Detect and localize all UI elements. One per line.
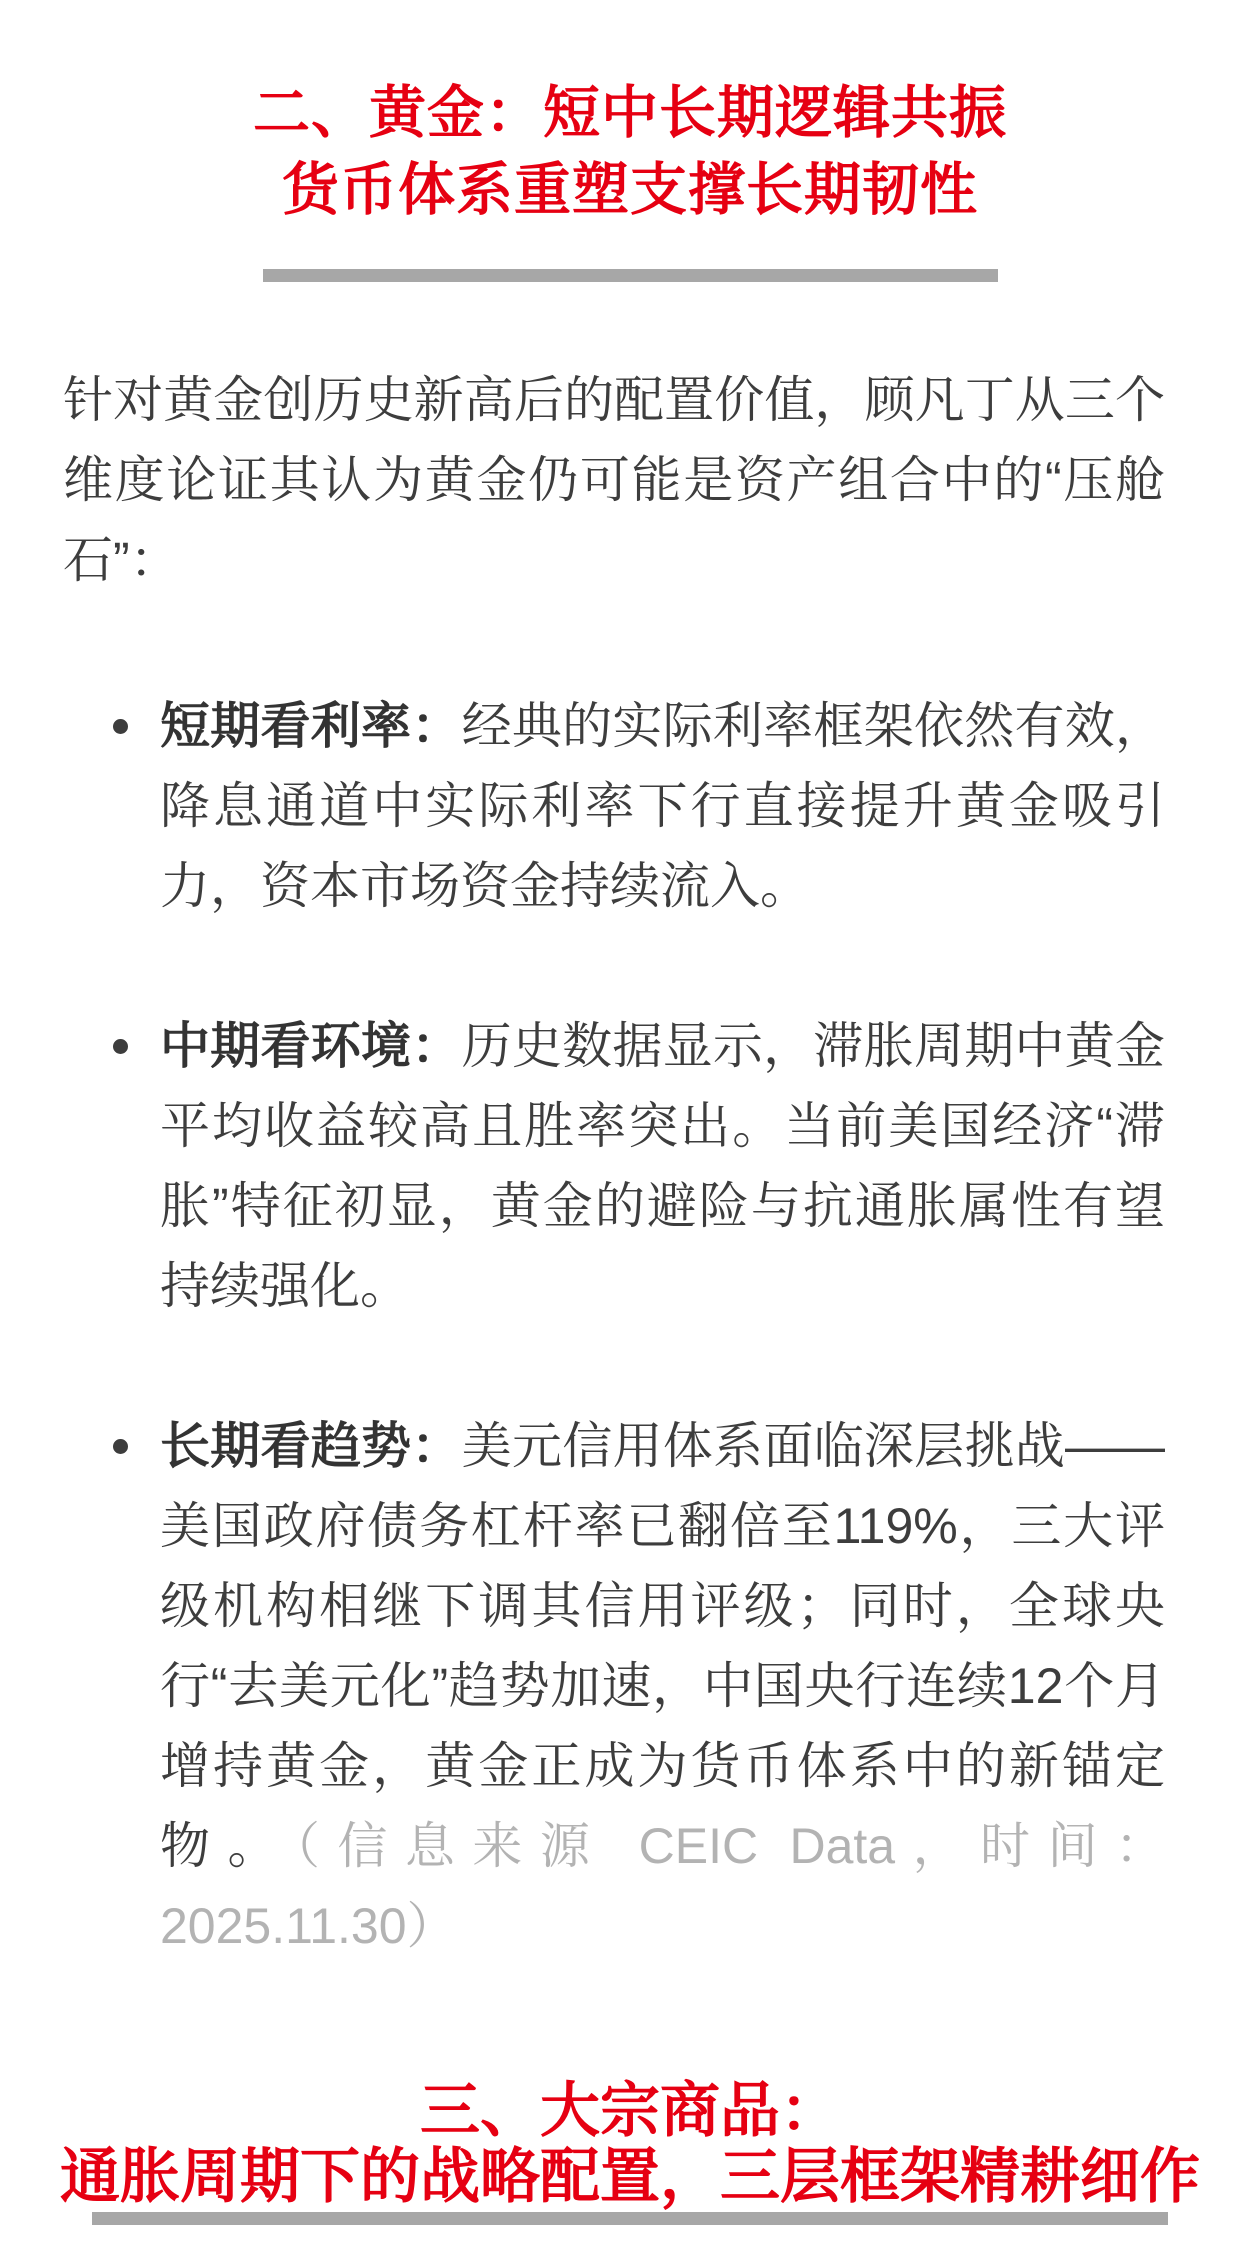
gold-bullet-list [0, 686, 1260, 1966]
bullet-item-long-term [63, 1406, 1165, 1966]
section3-heading-divider [92, 2212, 1168, 2225]
bullet-dot [113, 719, 128, 734]
bullet-text: 经典的实际利率框架依然有效，降息通道中实际利率下行直接提升黄金吸引力，资本市场资金持续流入。 [160, 698, 1166, 914]
bullet-dot [113, 1439, 128, 1454]
section2-heading-line1: 二、黄金：短中长期逻辑共振 [253, 81, 1007, 145]
section3-heading-line2: 通胀周期下的战略配置，三层框架精耕细作 [60, 2143, 1200, 2210]
bullet-item-mid-term [63, 1006, 1165, 1326]
section2-heading-divider [263, 269, 998, 282]
section2-heading [0, 0, 1260, 229]
bullet-item-short-term [63, 686, 1165, 926]
bullet-label: 长期看趋势： [160, 1418, 462, 1474]
citation-text: （信息来源 CEIC Data，时间：2025.11.30） [160, 1818, 1166, 1954]
bullet-label: 中期看环境： [160, 1018, 462, 1074]
intro-paragraph: 针对黄金创历史新高后的配置价值，顾凡丁从三个维度论证其认为黄金仍可能是资产组合中的“压舱石”： [63, 372, 1165, 588]
bullet-text: 历史数据显示，滞胀周期中黄金平均收益较高且胜率突出。当前美国经济“滞胀”特征初显，黄金的避险与抗通胀属性有望持续强化。 [160, 1018, 1166, 1314]
section3-heading [0, 2078, 1260, 2210]
section2-heading-line2: 货币体系重塑支撑长期韧性 [282, 158, 978, 222]
bullet-label: 短期看利率： [160, 698, 462, 754]
bullet-text: 美元信用体系面临深层挑战——美国政府债务杠杆率已翻倍至119%，三大评级机构相继下调其信用评级；同时，全球央行“去美元化”趋势加速，中国央行连续12个月增持黄金，黄金正成为货币体系中的新锚定物。 [160, 1418, 1166, 1874]
section3-heading-line1: 三、大宗商品： [420, 2077, 840, 2144]
bullet-dot [113, 1039, 128, 1054]
